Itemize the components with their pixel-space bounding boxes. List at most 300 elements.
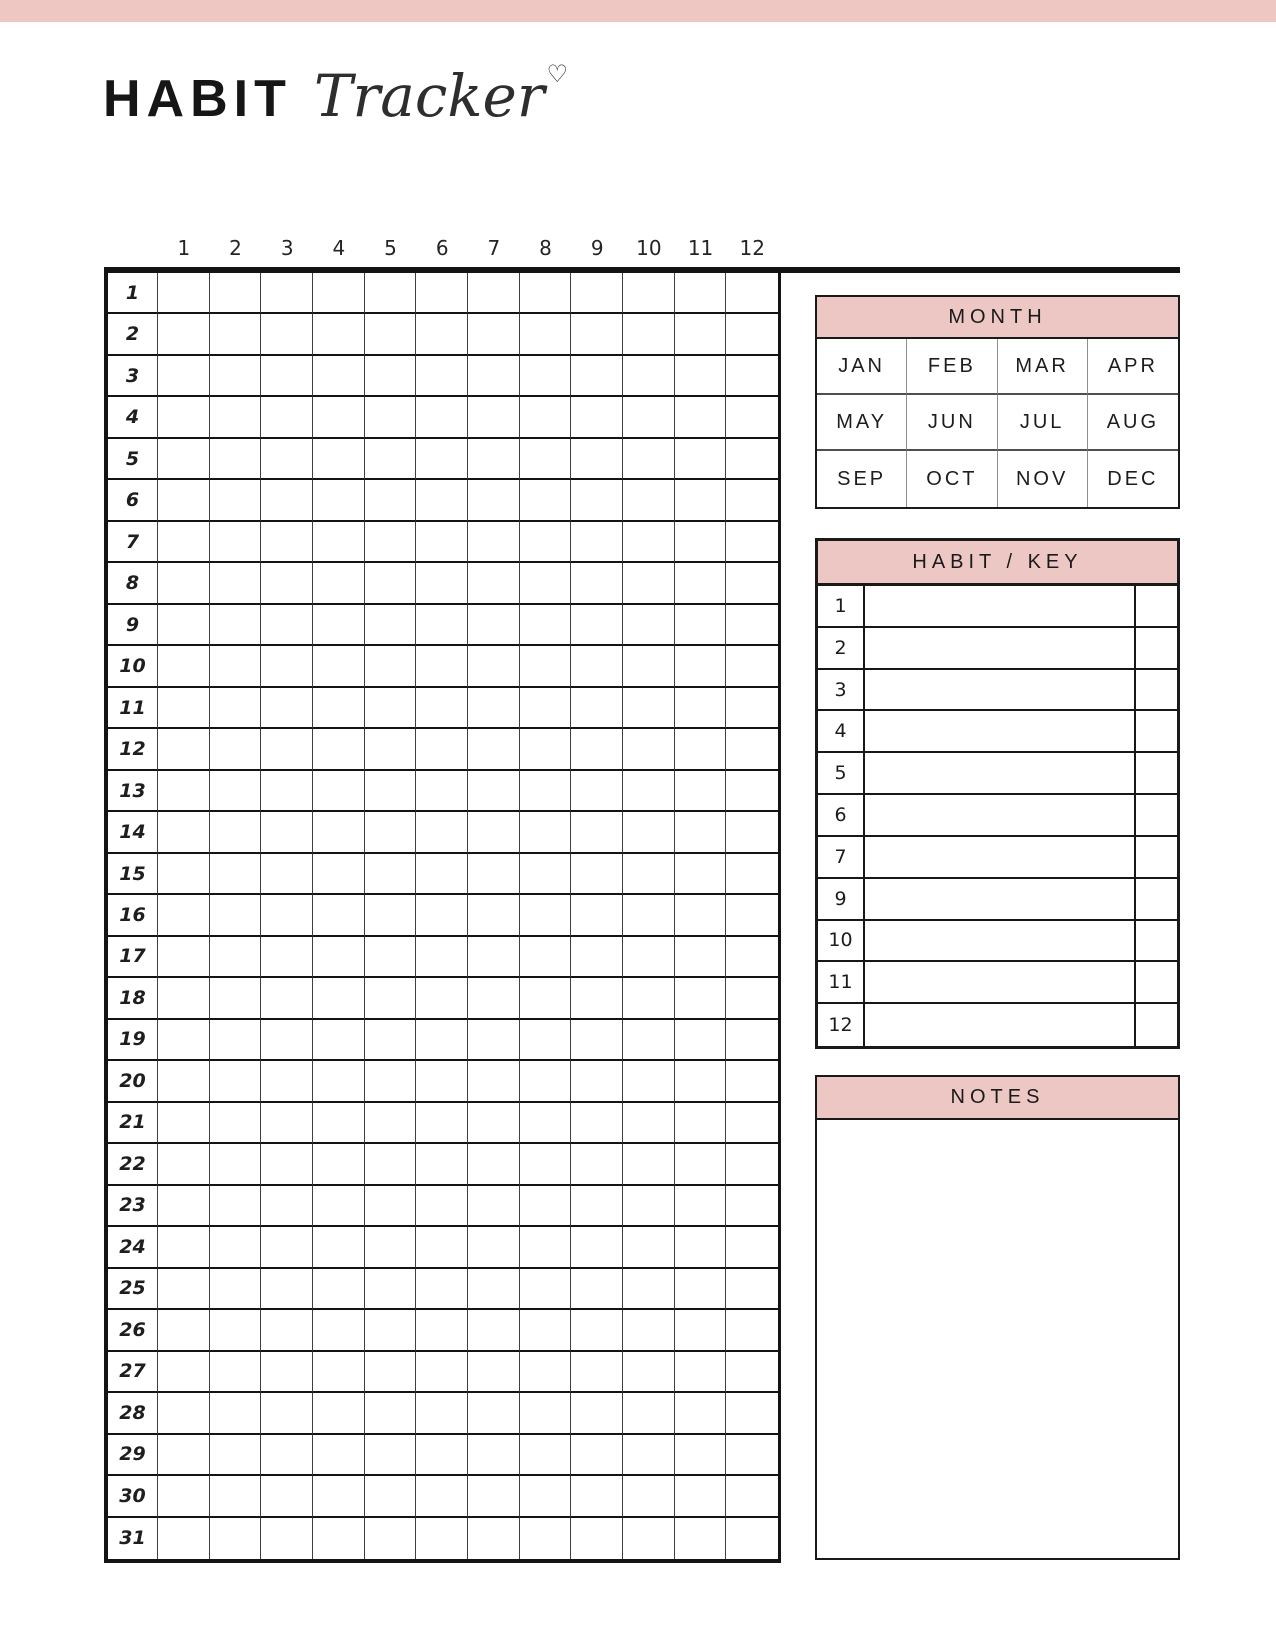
grid-cell — [520, 1269, 572, 1310]
grid-column-header: 2 — [229, 236, 242, 260]
grid-cell — [675, 480, 727, 521]
grid-cell — [675, 1061, 727, 1102]
grid-cell — [520, 729, 572, 770]
grid-cell — [675, 605, 727, 646]
grid-cell — [571, 563, 623, 604]
grid-cell — [520, 937, 572, 978]
grid-cell — [571, 1352, 623, 1393]
grid-cell — [520, 439, 572, 480]
key-row-number: 11 — [818, 962, 865, 1004]
grid-cell — [571, 397, 623, 438]
grid-cell — [623, 273, 675, 314]
grid-cell — [365, 480, 417, 521]
grid-column-header: 1 — [177, 236, 191, 260]
grid-cell — [313, 605, 365, 646]
grid-cell — [623, 1061, 675, 1102]
grid-cell — [726, 397, 778, 438]
grid-cell — [468, 978, 520, 1019]
notes-title: NOTES — [950, 1086, 1045, 1108]
grid-cell — [210, 522, 262, 563]
grid-cell — [571, 1227, 623, 1268]
grid-cell — [468, 1103, 520, 1144]
grid-cell — [571, 1186, 623, 1227]
grid-cell — [468, 480, 520, 521]
grid-cell — [313, 356, 365, 397]
grid-row-label: 7 — [108, 522, 158, 563]
grid-cell — [416, 1186, 468, 1227]
grid-cell — [261, 1061, 313, 1102]
grid-cell — [416, 522, 468, 563]
grid-cell — [571, 1310, 623, 1351]
month-cell: OCT — [907, 451, 997, 507]
grid-cell — [261, 1144, 313, 1185]
key-habit-cell — [865, 795, 1136, 837]
grid-cell — [365, 688, 417, 729]
grid-cell — [158, 605, 210, 646]
grid-cell — [675, 1144, 727, 1185]
grid-cell — [571, 1518, 623, 1559]
grid-cell — [468, 1518, 520, 1559]
grid-cell — [468, 1144, 520, 1185]
grid-cell — [365, 1227, 417, 1268]
grid-cell — [468, 1186, 520, 1227]
grid-cell — [158, 1061, 210, 1102]
month-cell: SEP — [817, 451, 907, 507]
grid-cell — [675, 771, 727, 812]
grid-cell — [365, 1393, 417, 1434]
grid-cell — [468, 812, 520, 853]
month-table-body — [815, 339, 1180, 509]
grid-cell — [675, 563, 727, 604]
grid-cell — [210, 563, 262, 604]
grid-cell — [210, 480, 262, 521]
grid-cell — [675, 397, 727, 438]
grid-cell — [313, 439, 365, 480]
grid-cell — [365, 1518, 417, 1559]
grid-cell — [468, 397, 520, 438]
grid-cell — [416, 1435, 468, 1476]
grid-cell — [623, 1352, 675, 1393]
grid-cell — [623, 605, 675, 646]
top-accent-bar — [0, 0, 1276, 22]
grid-row-label: 10 — [108, 646, 158, 687]
grid-cell — [468, 688, 520, 729]
grid-cell — [210, 1310, 262, 1351]
key-habit-cell — [865, 921, 1136, 963]
key-habit-cell — [865, 628, 1136, 670]
grid-cell — [623, 729, 675, 770]
grid-row-label: 9 — [108, 605, 158, 646]
grid-cell — [210, 397, 262, 438]
grid-cell — [623, 1393, 675, 1434]
grid-cell — [571, 1144, 623, 1185]
grid-cell — [365, 1061, 417, 1102]
grid-cell — [313, 1061, 365, 1102]
grid-cell — [261, 1393, 313, 1434]
grid-cell — [726, 1103, 778, 1144]
grid-cell — [158, 563, 210, 604]
grid-cell — [210, 854, 262, 895]
grid-cell — [365, 646, 417, 687]
grid-cell — [210, 688, 262, 729]
grid-cell — [520, 1186, 572, 1227]
grid-cell — [416, 646, 468, 687]
grid-cell — [520, 978, 572, 1019]
grid-cell — [623, 1144, 675, 1185]
key-row-number: 3 — [818, 670, 865, 712]
grid-row-label: 20 — [108, 1061, 158, 1102]
grid-cell — [520, 688, 572, 729]
grid-cell — [416, 439, 468, 480]
month-table — [815, 295, 1180, 509]
grid-cell — [571, 439, 623, 480]
key-mark-cell — [1136, 586, 1177, 628]
grid-cell — [468, 771, 520, 812]
grid-cell — [365, 356, 417, 397]
grid-cell — [365, 1435, 417, 1476]
grid-cell — [210, 439, 262, 480]
grid-cell — [468, 1020, 520, 1061]
grid-cell — [416, 1103, 468, 1144]
grid-cell — [158, 688, 210, 729]
grid-cell — [623, 1435, 675, 1476]
month-cell: MAY — [817, 395, 907, 451]
grid-cell — [675, 1352, 727, 1393]
grid-cell — [313, 1435, 365, 1476]
grid-cell — [210, 1020, 262, 1061]
grid-cell — [726, 1310, 778, 1351]
grid-row-label: 2 — [108, 314, 158, 355]
grid-cell — [468, 1061, 520, 1102]
grid-cell — [675, 688, 727, 729]
grid-cell — [520, 356, 572, 397]
grid-cell — [571, 356, 623, 397]
grid-cell — [726, 522, 778, 563]
key-mark-cell — [1136, 879, 1177, 921]
grid-cell — [623, 937, 675, 978]
grid-cell — [416, 397, 468, 438]
grid-cell — [261, 646, 313, 687]
grid-cell — [623, 646, 675, 687]
grid-cell — [468, 563, 520, 604]
grid-cell — [261, 812, 313, 853]
grid-cell — [261, 895, 313, 936]
grid-cell — [158, 314, 210, 355]
grid-cell — [313, 1020, 365, 1061]
key-habit-cell — [865, 1004, 1136, 1046]
grid-cell — [261, 522, 313, 563]
grid-cell — [571, 1020, 623, 1061]
grid-cell — [416, 1144, 468, 1185]
grid-cell — [623, 563, 675, 604]
grid-cell — [726, 978, 778, 1019]
grid-cell — [210, 605, 262, 646]
grid-cell — [261, 937, 313, 978]
grid-cell — [726, 1476, 778, 1517]
grid-column-header: 4 — [332, 236, 346, 260]
grid-cell — [365, 605, 417, 646]
grid-cell — [468, 646, 520, 687]
grid-cell — [623, 397, 675, 438]
grid-cell — [468, 522, 520, 563]
grid-cell — [313, 937, 365, 978]
grid-cell — [468, 937, 520, 978]
grid-cell — [726, 1435, 778, 1476]
notes-body — [815, 1120, 1180, 1560]
grid-cell — [365, 812, 417, 853]
grid-cell — [313, 563, 365, 604]
grid-cell — [571, 1393, 623, 1434]
grid-cell — [520, 1393, 572, 1434]
key-mark-cell — [1136, 921, 1177, 963]
grid-cell — [313, 1144, 365, 1185]
key-habit-cell — [865, 711, 1136, 753]
grid-cell — [261, 273, 313, 314]
grid-cell — [261, 397, 313, 438]
grid-cell — [261, 854, 313, 895]
key-row-number: 6 — [818, 795, 865, 837]
grid-cell — [210, 356, 262, 397]
grid-cell — [158, 854, 210, 895]
grid-cell — [675, 895, 727, 936]
grid-cell — [416, 1352, 468, 1393]
grid-cell — [210, 1061, 262, 1102]
grid-cell — [313, 729, 365, 770]
grid-cell — [261, 563, 313, 604]
grid-cell — [261, 480, 313, 521]
grid-cell — [468, 729, 520, 770]
grid-cell — [520, 314, 572, 355]
grid-cell — [675, 356, 727, 397]
grid-cell — [416, 937, 468, 978]
grid-cell — [313, 1269, 365, 1310]
grid-cell — [365, 729, 417, 770]
grid-cell — [158, 729, 210, 770]
habit-grid — [104, 273, 781, 1563]
grid-cell — [520, 522, 572, 563]
grid-cell — [571, 522, 623, 563]
grid-cell — [726, 771, 778, 812]
grid-cell — [571, 273, 623, 314]
grid-cell — [416, 729, 468, 770]
grid-cell — [726, 1020, 778, 1061]
grid-cell — [416, 1020, 468, 1061]
grid-row-label: 22 — [108, 1144, 158, 1185]
habit-key-body — [815, 586, 1180, 1049]
grid-cell — [416, 605, 468, 646]
grid-cell — [520, 563, 572, 604]
grid-cell — [623, 1020, 675, 1061]
grid-row-label: 29 — [108, 1435, 158, 1476]
grid-cell — [210, 1476, 262, 1517]
grid-cell — [158, 1144, 210, 1185]
grid-cell — [571, 480, 623, 521]
grid-cell — [210, 1352, 262, 1393]
grid-cell — [571, 771, 623, 812]
title-habit: HABIT — [103, 70, 292, 128]
grid-cell — [520, 605, 572, 646]
month-cell: APR — [1088, 339, 1178, 395]
grid-cell — [571, 688, 623, 729]
month-cell: DEC — [1107, 467, 1159, 490]
grid-cell — [313, 480, 365, 521]
month-cell: JUL — [998, 395, 1088, 451]
grid-cell — [520, 1435, 572, 1476]
grid-column-header: 9 — [590, 236, 604, 260]
grid-cell — [210, 895, 262, 936]
grid-cell — [313, 812, 365, 853]
grid-column-header: 3 — [280, 236, 294, 260]
key-row-number: 12 — [818, 1004, 865, 1046]
key-mark-cell — [1136, 628, 1177, 670]
grid-cell — [210, 273, 262, 314]
grid-cell — [571, 978, 623, 1019]
grid-row-label: 14 — [108, 812, 158, 853]
grid-cell — [726, 1352, 778, 1393]
grid-cell — [468, 273, 520, 314]
grid-cell — [313, 314, 365, 355]
grid-cell — [726, 729, 778, 770]
grid-row-label: 26 — [108, 1310, 158, 1351]
grid-row-label: 4 — [108, 397, 158, 438]
grid-cell — [313, 771, 365, 812]
grid-cell — [313, 1476, 365, 1517]
grid-cell — [158, 1310, 210, 1351]
grid-cell — [675, 1269, 727, 1310]
grid-cell — [313, 1103, 365, 1144]
month-cell: AUG — [1088, 395, 1178, 451]
grid-cell — [623, 812, 675, 853]
grid-cell — [210, 1518, 262, 1559]
habit-key-title: HABIT / KEY — [912, 550, 1083, 573]
grid-cell — [623, 439, 675, 480]
grid-row-label: 6 — [108, 480, 158, 521]
grid-cell — [520, 854, 572, 895]
grid-cell — [623, 978, 675, 1019]
grid-cell — [468, 895, 520, 936]
grid-cell — [158, 1227, 210, 1268]
grid-cell — [365, 563, 417, 604]
grid-cell — [571, 1435, 623, 1476]
grid-cell — [726, 563, 778, 604]
grid-cell — [468, 1476, 520, 1517]
grid-cell — [313, 1186, 365, 1227]
grid-cell — [623, 1310, 675, 1351]
grid-cell — [365, 1352, 417, 1393]
grid-row-label: 31 — [108, 1518, 158, 1559]
grid-cell — [365, 1103, 417, 1144]
grid-cell — [623, 522, 675, 563]
grid-cell — [623, 1518, 675, 1559]
grid-cell — [520, 1103, 572, 1144]
grid-cell — [158, 978, 210, 1019]
key-mark-cell — [1136, 837, 1177, 879]
grid-cell — [158, 1186, 210, 1227]
grid-cell — [261, 1476, 313, 1517]
grid-cell — [726, 273, 778, 314]
grid-cell — [365, 522, 417, 563]
grid-cell — [261, 1020, 313, 1061]
grid-cell — [313, 1310, 365, 1351]
grid-cell — [726, 812, 778, 853]
grid-cell — [158, 1352, 210, 1393]
grid-cell — [468, 314, 520, 355]
key-row-number: 1 — [818, 586, 865, 628]
key-mark-cell — [1136, 962, 1177, 1004]
grid-cell — [571, 937, 623, 978]
grid-cell — [468, 356, 520, 397]
title-tracker: Tracker — [313, 62, 545, 130]
month-cell: FEB — [907, 339, 997, 395]
grid-cell — [571, 729, 623, 770]
grid-cell — [675, 1435, 727, 1476]
key-habit-cell — [865, 670, 1136, 712]
grid-row-label: 18 — [108, 978, 158, 1019]
grid-cell — [261, 1227, 313, 1268]
grid-cell — [261, 978, 313, 1019]
grid-row-label: 13 — [108, 771, 158, 812]
habit-key-table — [815, 538, 1180, 1049]
grid-cell — [158, 1518, 210, 1559]
grid-row-label: 28 — [108, 1393, 158, 1434]
grid-cell — [365, 273, 417, 314]
grid-cell — [623, 1269, 675, 1310]
grid-cell — [468, 1269, 520, 1310]
grid-cell — [261, 1269, 313, 1310]
grid-cell — [726, 439, 778, 480]
key-row-number: 4 — [818, 711, 865, 753]
grid-cell — [158, 937, 210, 978]
key-mark-cell — [1136, 711, 1177, 753]
grid-cell — [416, 356, 468, 397]
grid-cell — [365, 978, 417, 1019]
grid-cell — [623, 480, 675, 521]
key-row-number: 2 — [818, 628, 865, 670]
grid-cell — [210, 1227, 262, 1268]
grid-cell — [210, 1269, 262, 1310]
key-row-number: 10 — [818, 921, 865, 963]
grid-cell — [520, 1061, 572, 1102]
grid-cell — [416, 563, 468, 604]
grid-cell — [158, 480, 210, 521]
grid-cell — [158, 522, 210, 563]
grid-row-label: 8 — [108, 563, 158, 604]
grid-cell — [416, 1518, 468, 1559]
grid-cell — [365, 1020, 417, 1061]
grid-cell — [726, 1393, 778, 1434]
grid-column-headers — [158, 234, 778, 262]
grid-cell — [416, 812, 468, 853]
grid-cell — [520, 812, 572, 853]
grid-cell — [520, 771, 572, 812]
grid-cell — [365, 314, 417, 355]
grid-column-header: 7 — [487, 236, 501, 260]
grid-cell — [726, 646, 778, 687]
grid-cell — [313, 978, 365, 1019]
grid-cell — [468, 1310, 520, 1351]
heart-icon: ♡ — [546, 61, 569, 88]
grid-cell — [520, 1476, 572, 1517]
grid-cell — [261, 356, 313, 397]
grid-cell — [365, 1310, 417, 1351]
grid-cell — [571, 1061, 623, 1102]
grid-cell — [675, 1020, 727, 1061]
grid-cell — [623, 356, 675, 397]
grid-cell — [158, 356, 210, 397]
grid-cell — [520, 895, 572, 936]
grid-cell — [261, 314, 313, 355]
grid-row-label: 25 — [108, 1269, 158, 1310]
